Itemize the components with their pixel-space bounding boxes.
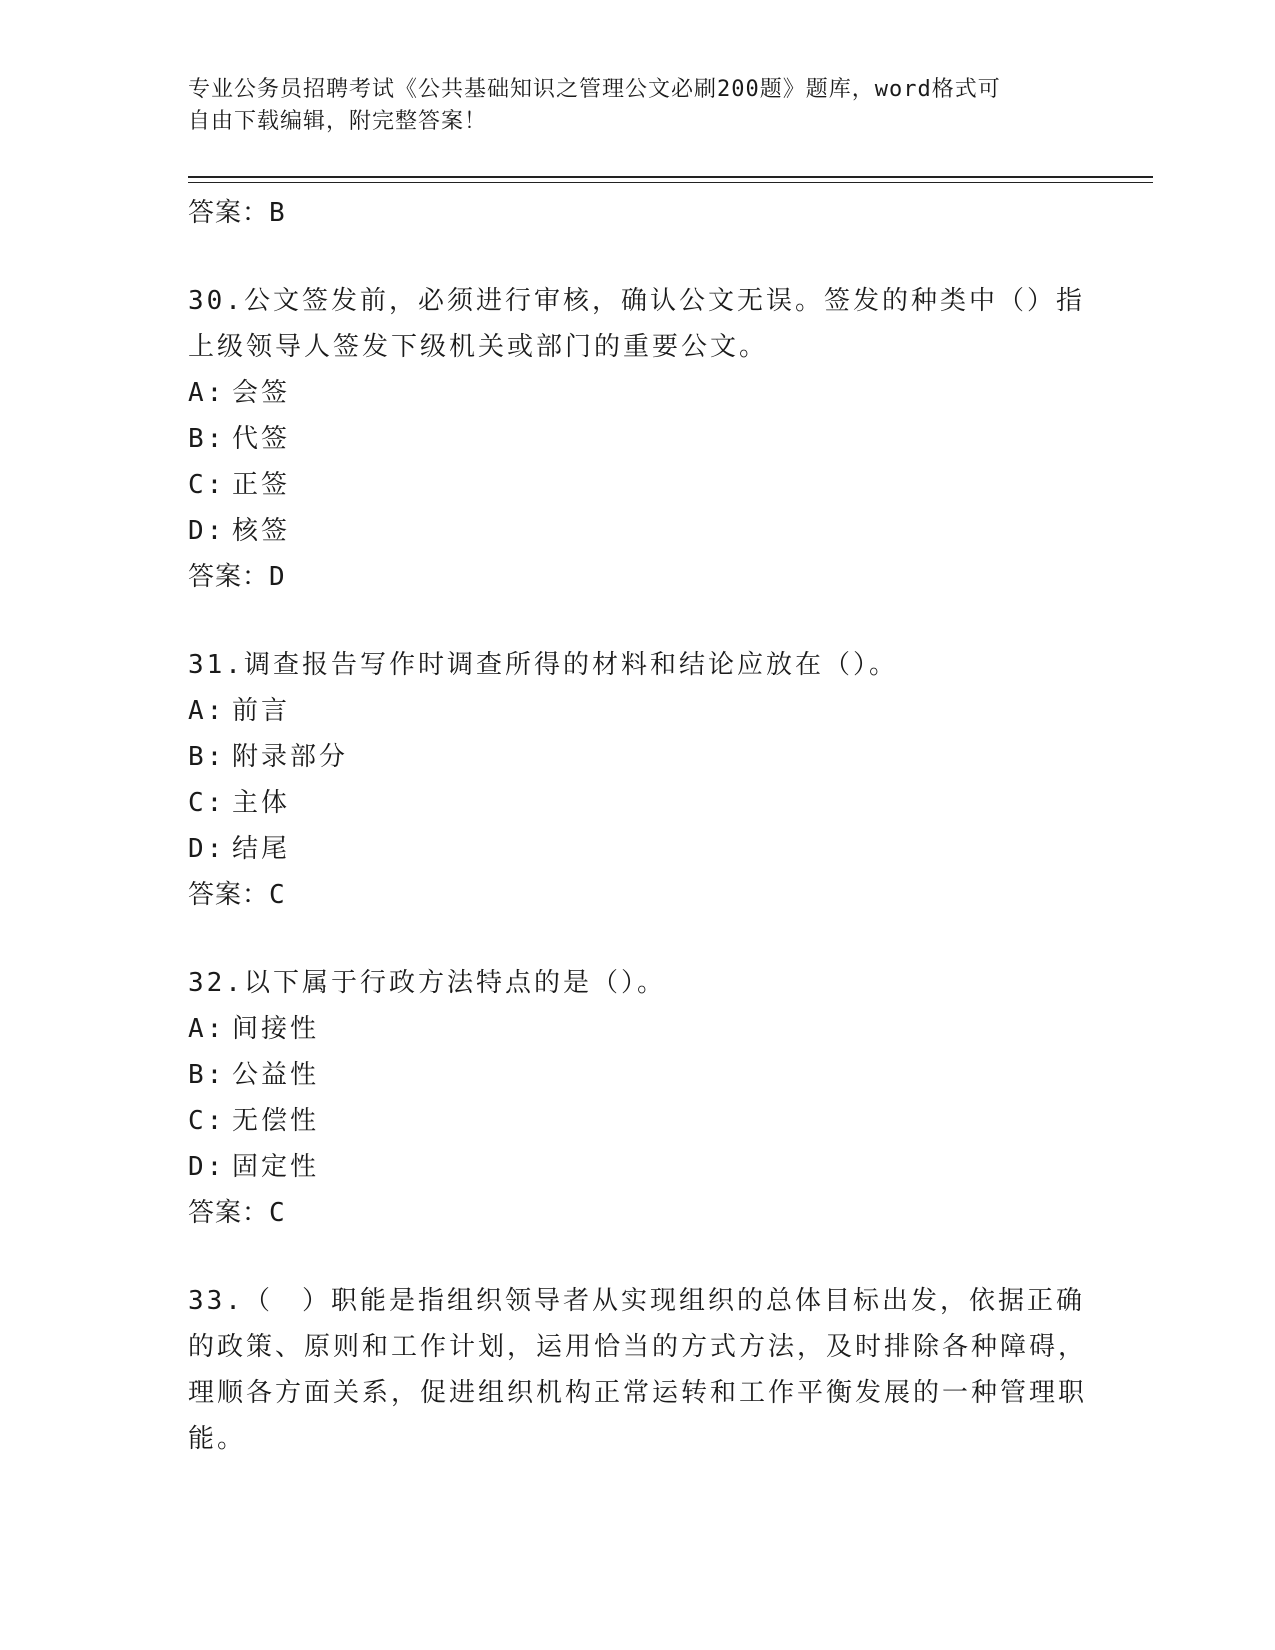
- option-letter: B:: [188, 424, 226, 454]
- answer-label: 答案：: [188, 198, 270, 228]
- option-d: [188, 826, 1088, 872]
- option-a: [188, 688, 1088, 734]
- answer-value: B: [269, 198, 286, 228]
- answer-value: C: [269, 1198, 286, 1228]
- option-text: 公益性: [232, 1060, 320, 1090]
- answer-line: [188, 872, 1088, 918]
- option-text: 代签: [232, 424, 291, 454]
- option-c: [188, 780, 1088, 826]
- answer-value: C: [269, 880, 286, 910]
- answer-value: D: [269, 562, 286, 592]
- option-c: [188, 1098, 1088, 1144]
- option-text: 主体: [232, 788, 291, 818]
- option-text: 固定性: [232, 1152, 320, 1182]
- option-d: [188, 508, 1088, 554]
- question-31: [188, 642, 1088, 918]
- answer-label: 答案：: [188, 1198, 270, 1228]
- option-letter: A:: [188, 378, 226, 408]
- option-text: 核签: [232, 516, 291, 546]
- answer-line: [188, 554, 1088, 600]
- option-text: 会签: [232, 378, 291, 408]
- answer-line: [188, 1190, 1088, 1236]
- option-letter: D:: [188, 834, 226, 864]
- header-rule-thin: [188, 182, 1153, 183]
- question-stem: 32.以下属于行政方法特点的是（）。: [188, 968, 666, 998]
- option-b: [188, 416, 1088, 462]
- option-b: [188, 1052, 1088, 1098]
- header-line-2: 自由下载编辑，附完整答案！: [188, 109, 488, 134]
- option-b: [188, 734, 1088, 780]
- answer-label: 答案：: [188, 562, 270, 592]
- document-header: [188, 74, 1068, 138]
- question-stem: 33.（ ）职能是指组织领导者从实现组织的总体目标出发，依据正确的政策、原则和工作计划，运用恰当的方式方法，及时排除各种障碍，理顺各方面关系，促进组织机构正常运转和工作平衡发展的一种管理职能。: [188, 1286, 1088, 1454]
- option-text: 附录部分: [232, 742, 349, 772]
- question-stem: 30.公文签发前，必须进行审核，确认公文无误。签发的种类中（）指上级领导人签发下级机关或部门的重要公文。: [188, 286, 1085, 362]
- header-line-1: 专业公务员招聘考试《公共基础知识之管理公文必刷200题》题库，word格式可: [188, 77, 1001, 102]
- question-stem: 31.调查报告写作时调查所得的材料和结论应放在（）。: [188, 650, 898, 680]
- option-letter: C:: [188, 470, 226, 500]
- option-a: [188, 370, 1088, 416]
- question-30: [188, 278, 1088, 600]
- option-c: [188, 462, 1088, 508]
- option-letter: D:: [188, 516, 226, 546]
- header-rule-thick: [188, 176, 1153, 178]
- option-letter: D:: [188, 1152, 226, 1182]
- option-letter: A:: [188, 696, 226, 726]
- option-text: 正签: [232, 470, 291, 500]
- option-text: 无偿性: [232, 1106, 320, 1136]
- question-32: [188, 960, 1088, 1236]
- option-text: 结尾: [232, 834, 291, 864]
- option-letter: C:: [188, 788, 226, 818]
- answer-label: 答案：: [188, 880, 270, 910]
- option-d: [188, 1144, 1088, 1190]
- option-a: [188, 1006, 1088, 1052]
- option-letter: B:: [188, 742, 226, 772]
- option-letter: B:: [188, 1060, 226, 1090]
- answer-line: [188, 190, 1088, 236]
- option-text: 前言: [232, 696, 291, 726]
- option-letter: A:: [188, 1014, 226, 1044]
- option-letter: C:: [188, 1106, 226, 1136]
- option-text: 间接性: [232, 1014, 320, 1044]
- question-33: [188, 1278, 1088, 1462]
- document-body: [188, 190, 1088, 1462]
